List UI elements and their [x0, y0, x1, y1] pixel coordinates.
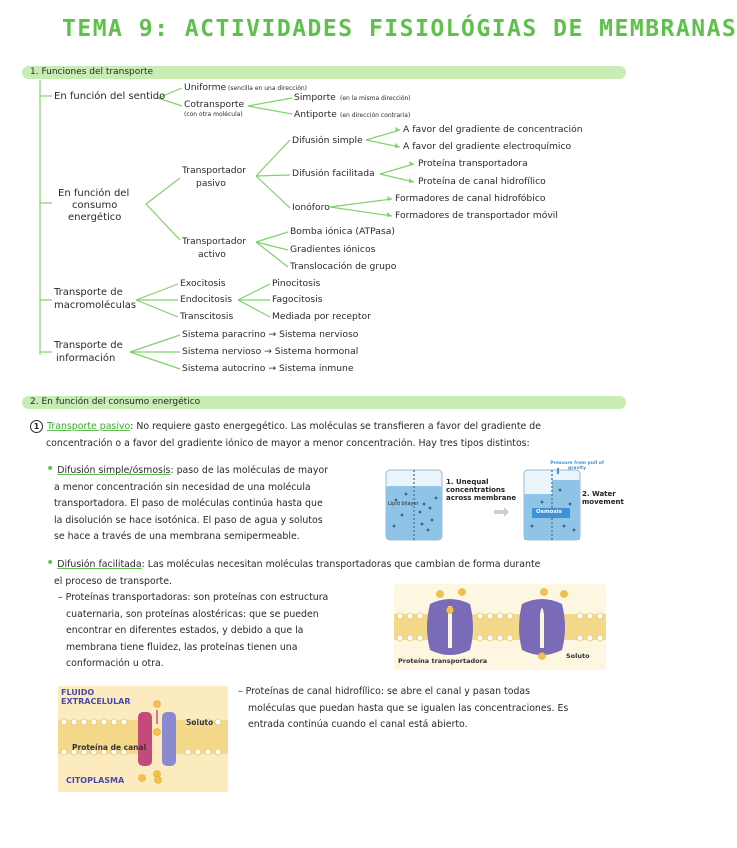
root-macro-2: macromoléculas [54, 300, 137, 311]
pressure-label: Pressure from pull of gravity [550, 461, 604, 471]
df-label: Difusión facilitada [57, 559, 142, 570]
bullet-dot: • [46, 555, 55, 571]
pc-line-0: – Proteínas de canal hidrofílico: se abre el canal y pasan todas [238, 686, 531, 697]
leaf-pinocitosis: Pinocitosis [272, 278, 321, 289]
ds-line-0: : paso de las moléculas de mayor [170, 465, 329, 476]
section-2-title: 2. En función del consumo energético [30, 397, 201, 407]
osmosis-figure [382, 460, 624, 544]
node-simporte: Simporte [294, 92, 336, 103]
bullet-dot: • [46, 461, 55, 477]
root-consumo-3: energético [68, 212, 122, 223]
ds-line-2: transportadora. El paso de moléculas continúa hasta que [54, 498, 323, 509]
root-macro-1: Transporte de [54, 287, 123, 298]
node-pasivo-2: pasivo [196, 178, 226, 189]
lipid-label: Lipid bilayer [388, 501, 419, 507]
root-info-1: Transporte de [54, 340, 123, 351]
node-uniforme: Uniforme [184, 82, 227, 93]
leaf-fagocitosis: Fagocitosis [272, 294, 323, 305]
df-line-1: : Las moléculas necesitan moléculas transportadoras que cambian de forma durante [141, 559, 541, 570]
node-exocitosis: Exocitosis [180, 278, 226, 289]
number-badge: 1 [30, 420, 43, 433]
pt-paragraph [58, 590, 378, 673]
transport-solute-label: Soluto [566, 652, 590, 660]
page-title: TEMA 9: ACTIVIDADES FISIOLÓGIAS DE MEMBRANAS [62, 16, 737, 42]
ds-line-3: la disolución se hace isotónica. El paso de agua y solutos [54, 514, 323, 526]
ds-paragraph [46, 461, 386, 546]
node-cotransporte: Cotransporte [184, 99, 245, 110]
transport-protein-label: Proteína transportadora [398, 657, 488, 665]
node-endocitosis: Endocitosis [180, 294, 233, 305]
leaf-ds-1: A favor del gradiente de concentración [403, 124, 583, 135]
ds-label: Difusión simple/ósmosis [57, 465, 171, 476]
node-transcitosis: Transcitosis [180, 311, 234, 322]
cytoplasm-label: CITOPLASMA [66, 776, 125, 785]
pc-paragraph [238, 684, 628, 734]
pt-line-4: conformación u otra. [66, 658, 164, 669]
ds-line-1: a menor concentración sin necesidad de una molécula [54, 481, 311, 493]
ds-line-4: se hace a través de una membrana semipermeable. [54, 531, 300, 542]
transport-protein-figure [394, 584, 606, 670]
osmosis-step-1: 1. Unequal concentrations across membrane [446, 478, 517, 502]
pasivo-text-1: : No requiere gasto energegético. Las moléculas se transfieren a favor del gradiente de [130, 421, 541, 432]
note-simporte: (en la misma dirección) [340, 95, 411, 102]
pt-line-2: encontrar en diferentes estados, y debido a que la [66, 625, 304, 636]
node-activo-2: activo [198, 249, 226, 260]
pt-line-3: membrana tiene fluidez, las proteínas tienen una [66, 641, 298, 653]
osmosis-label: Osmosis [536, 509, 562, 515]
pt-line-1: cuaternaria, son proteínas alostéricas: que se pueden [66, 608, 319, 620]
leaf-info-2: Sistema nervioso → Sistema hormonal [182, 346, 359, 357]
node-pasivo-1: Transportador [182, 165, 246, 176]
node-difusion-facilitada: Difusión facilitada [292, 168, 375, 179]
pasivo-label: Transporte pasivo [47, 421, 131, 432]
root-consumo-2: consumo [72, 200, 118, 211]
leaf-ac-1: Bomba iónica (ATPasa) [290, 226, 395, 237]
node-difusion-simple: Difusión simple [292, 135, 363, 146]
note-uniforme: (sencilla en una dirección) [228, 85, 308, 92]
node-antiporte: Antiporte [294, 109, 337, 120]
section-2-bar [22, 396, 626, 409]
note-cotransporte: (con otra molécula) [184, 111, 243, 118]
channel-solute-label: Soluto [186, 718, 214, 727]
leaf-info-3: Sistema autocrino → Sistema inmune [182, 363, 354, 374]
leaf-ac-3: Translocación de grupo [290, 261, 397, 272]
channel-protein-label: Proteína de canal [72, 743, 147, 752]
node-activo-1: Transportador [182, 236, 246, 247]
extracellular-label: FLUIDO EXTRACELULAR [61, 688, 131, 706]
leaf-io-1: Formadores de canal hidrofóbico [395, 193, 546, 204]
root-info-2: información [56, 353, 116, 364]
df-line-2: el proceso de transporte. [54, 575, 172, 587]
pasivo-intro [30, 419, 630, 452]
leaf-io-2: Formadores de transportador móvil [395, 210, 558, 221]
leaf-ds-2: A favor del gradiente electroquímico [403, 141, 572, 152]
pasivo-text-2: concentración o a favor del gradiente iónico de mayor a menor concentración. Hay tres tipos distintos: [46, 437, 530, 449]
leaf-ac-2: Gradientes iónicos [290, 244, 376, 255]
pc-line-1: moléculas que puedan hasta que se igualen las concentraciones. Es [248, 702, 569, 714]
channel-protein-figure [58, 686, 228, 792]
pc-line-2: entrada continúa cuando el canal está abierto. [248, 719, 468, 730]
section-1-title: 1. Funciones del transporte [30, 67, 154, 77]
leaf-mediada: Mediada por receptor [272, 311, 371, 322]
pt-line-0: – Proteínas transportadoras: son proteínas con estructura [58, 592, 329, 603]
root-consumo-1: En función del [58, 188, 130, 199]
note-antiporte: (en dirección contraria) [340, 112, 411, 119]
leaf-df-1: Proteína transportadora [418, 158, 528, 169]
leaf-df-2: Proteína de canal hidrofílico [418, 176, 546, 187]
osmosis-step-2: 2. Water movement [582, 490, 624, 506]
root-sentido: En función del sentido [54, 91, 166, 102]
leaf-info-1: Sistema paracrino → Sistema nervioso [182, 329, 359, 340]
node-ionoforo: Ionóforo [292, 202, 330, 213]
